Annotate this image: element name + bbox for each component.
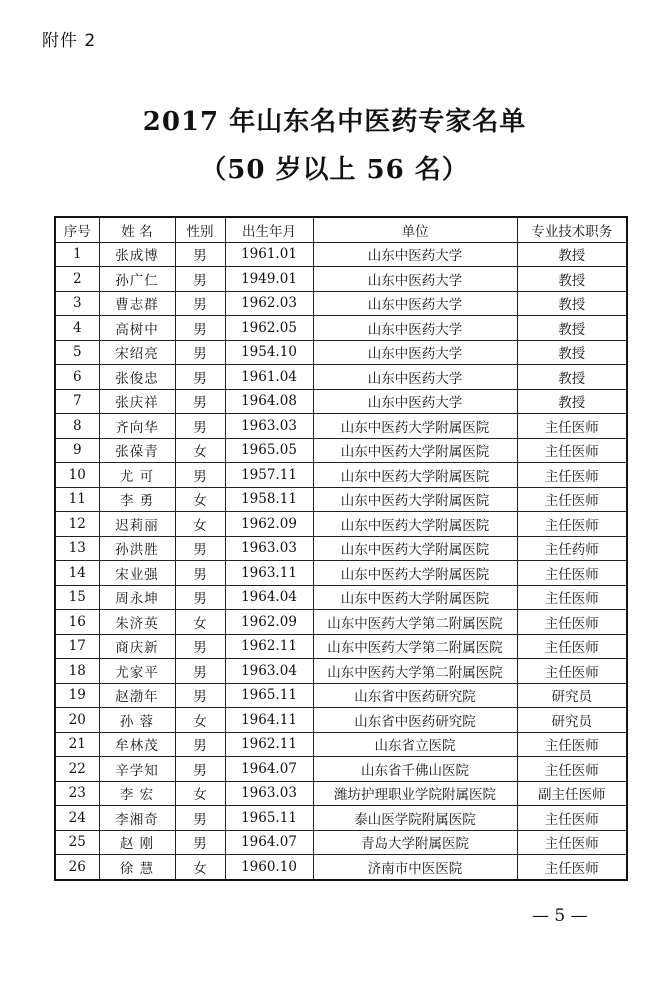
cell-name: 李湘奇 [99,806,175,831]
cell-birth: 1964.07 [225,757,313,782]
cell-title: 主任医师 [517,610,627,635]
cell-name: 李 宏 [99,781,175,806]
cell-birth: 1963.03 [225,781,313,806]
cell-birth: 1963.03 [225,536,313,561]
cell-sex: 男 [175,414,225,439]
cell-sex: 男 [175,242,225,267]
cell-name: 齐向华 [99,414,175,439]
cell-birth: 1961.01 [225,242,313,267]
cell-birth: 1962.03 [225,291,313,316]
cell-unit: 山东中医药大学附属医院 [313,414,517,439]
cell-sex: 女 [175,708,225,733]
cell-sex: 男 [175,634,225,659]
cell-name: 孙广仁 [99,267,175,292]
cell-unit: 山东中医药大学 [313,365,517,390]
table-row [55,781,627,806]
cell-birth: 1962.05 [225,316,313,341]
cell-title: 研究员 [517,683,627,708]
cell-unit: 山东中医药大学附属医院 [313,487,517,512]
cell-birth: 1962.11 [225,732,313,757]
cell-name: 辛学知 [99,757,175,782]
cell-no: 24 [55,806,99,831]
cell-birth: 1964.08 [225,389,313,414]
table-row [55,561,627,586]
cell-name: 张成博 [99,242,175,267]
cell-name: 张庆祥 [99,389,175,414]
table-row [55,365,627,390]
cell-unit: 潍坊护理职业学院附属医院 [313,781,517,806]
cell-unit: 山东中医药大学 [313,291,517,316]
cell-name: 张俊忠 [99,365,175,390]
cell-sex: 男 [175,561,225,586]
table-row [55,316,627,341]
table-row [55,463,627,488]
cell-birth: 1964.04 [225,585,313,610]
cell-birth: 1954.10 [225,340,313,365]
table-row [55,267,627,292]
cell-no: 20 [55,708,99,733]
cell-birth: 1965.11 [225,806,313,831]
cell-sex: 男 [175,365,225,390]
cell-name: 宋业强 [99,561,175,586]
cell-unit: 山东中医药大学第二附属医院 [313,610,517,635]
document-title [0,102,669,190]
cell-title: 主任医师 [517,855,627,880]
cell-birth: 1958.11 [225,487,313,512]
cell-sex: 女 [175,610,225,635]
cell-unit: 山东中医药大学附属医院 [313,585,517,610]
cell-no: 25 [55,830,99,855]
cell-name: 商庆新 [99,634,175,659]
table-row [55,242,627,267]
cell-title: 主任药师 [517,536,627,561]
cell-title: 主任医师 [517,830,627,855]
cell-name: 尤 可 [99,463,175,488]
table-row [55,340,627,365]
cell-birth: 1962.09 [225,610,313,635]
cell-birth: 1963.03 [225,414,313,439]
cell-unit: 山东中医药大学 [313,267,517,292]
cell-name: 高树中 [99,316,175,341]
table-row [55,610,627,635]
cell-sex: 女 [175,855,225,880]
cell-unit: 山东中医药大学第二附属医院 [313,634,517,659]
cell-title: 主任医师 [517,463,627,488]
cell-title: 主任医师 [517,414,627,439]
table-row [55,291,627,316]
cell-birth: 1964.07 [225,830,313,855]
cell-sex: 男 [175,267,225,292]
cell-sex: 女 [175,512,225,537]
cell-birth: 1964.11 [225,708,313,733]
cell-title: 教授 [517,389,627,414]
cell-sex: 男 [175,659,225,684]
cell-title: 主任医师 [517,512,627,537]
cell-sex: 男 [175,683,225,708]
cell-birth: 1961.04 [225,365,313,390]
cell-sex: 男 [175,463,225,488]
cell-no: 14 [55,561,99,586]
cell-no: 4 [55,316,99,341]
cell-title: 主任医师 [517,585,627,610]
cell-name: 周永坤 [99,585,175,610]
cell-no: 1 [55,242,99,267]
cell-unit: 山东中医药大学第二附属医院 [313,659,517,684]
cell-title: 教授 [517,340,627,365]
cell-title: 研究员 [517,708,627,733]
cell-title: 主任医师 [517,732,627,757]
cell-name: 朱济英 [99,610,175,635]
cell-birth: 1962.11 [225,634,313,659]
table-row [55,659,627,684]
table-row [55,757,627,782]
cell-name: 孙 蓉 [99,708,175,733]
cell-title: 主任医师 [517,757,627,782]
header-unit: 单位 [313,217,517,242]
cell-sex: 女 [175,487,225,512]
cell-name: 张葆青 [99,438,175,463]
header-no: 序号 [55,217,99,242]
cell-sex: 男 [175,291,225,316]
header-title: 专业技术职务 [517,217,627,242]
cell-name: 赵渤年 [99,683,175,708]
cell-sex: 男 [175,536,225,561]
cell-title: 主任医师 [517,438,627,463]
table-row [55,732,627,757]
cell-name: 尤家平 [99,659,175,684]
cell-unit: 山东中医药大学附属医院 [313,561,517,586]
cell-sex: 男 [175,732,225,757]
header-sex: 性别 [175,217,225,242]
cell-no: 16 [55,610,99,635]
cell-no: 12 [55,512,99,537]
cell-name: 牟林茂 [99,732,175,757]
table-row [55,830,627,855]
cell-birth: 1963.04 [225,659,313,684]
table-row [55,414,627,439]
cell-sex: 男 [175,757,225,782]
cell-no: 11 [55,487,99,512]
title-line-2: （50 岁以上 56 名） [200,155,469,185]
cell-unit: 山东省千佛山医院 [313,757,517,782]
cell-sex: 女 [175,781,225,806]
header-birth: 出生年月 [225,217,313,242]
cell-sex: 男 [175,340,225,365]
table-row [55,389,627,414]
cell-unit: 山东中医药大学附属医院 [313,438,517,463]
cell-birth: 1949.01 [225,267,313,292]
cell-unit: 山东中医药大学附属医院 [313,512,517,537]
cell-unit: 山东中医药大学附属医院 [313,536,517,561]
table-row [55,487,627,512]
cell-title: 教授 [517,316,627,341]
cell-sex: 男 [175,830,225,855]
cell-title: 教授 [517,242,627,267]
cell-no: 15 [55,585,99,610]
cell-birth: 1962.09 [225,512,313,537]
table-row [55,536,627,561]
table-row [55,512,627,537]
cell-no: 9 [55,438,99,463]
cell-title: 主任医师 [517,561,627,586]
cell-no: 26 [55,855,99,880]
cell-name: 宋绍亮 [99,340,175,365]
cell-unit: 山东中医药大学 [313,389,517,414]
table-header-row [55,217,627,242]
cell-sex: 男 [175,389,225,414]
cell-no: 21 [55,732,99,757]
cell-no: 2 [55,267,99,292]
cell-no: 8 [55,414,99,439]
expert-table [54,216,628,881]
table-row [55,634,627,659]
cell-sex: 女 [175,438,225,463]
cell-title: 教授 [517,267,627,292]
cell-birth: 1965.05 [225,438,313,463]
cell-unit: 山东省中医药研究院 [313,683,517,708]
table-row [55,806,627,831]
attachment-label: 附件 2 [42,31,97,51]
cell-unit: 山东中医药大学 [313,340,517,365]
cell-name: 徐 慧 [99,855,175,880]
cell-sex: 男 [175,585,225,610]
cell-title: 主任医师 [517,659,627,684]
cell-name: 迟莉丽 [99,512,175,537]
cell-unit: 山东中医药大学附属医院 [313,463,517,488]
header-name: 姓 名 [99,217,175,242]
cell-name: 赵 刚 [99,830,175,855]
cell-birth: 1965.11 [225,683,313,708]
cell-no: 10 [55,463,99,488]
cell-no: 3 [55,291,99,316]
cell-unit: 济南市中医医院 [313,855,517,880]
cell-unit: 山东省中医药研究院 [313,708,517,733]
table-row [55,855,627,880]
cell-no: 18 [55,659,99,684]
cell-no: 13 [55,536,99,561]
cell-title: 教授 [517,365,627,390]
cell-name: 李 勇 [99,487,175,512]
table-row [55,585,627,610]
cell-title: 副主任医师 [517,781,627,806]
cell-unit: 泰山医学院附属医院 [313,806,517,831]
cell-no: 19 [55,683,99,708]
cell-title: 主任医师 [517,634,627,659]
cell-no: 17 [55,634,99,659]
cell-no: 23 [55,781,99,806]
cell-sex: 男 [175,806,225,831]
cell-birth: 1957.11 [225,463,313,488]
cell-title: 主任医师 [517,487,627,512]
cell-name: 孙洪胜 [99,536,175,561]
cell-birth: 1960.10 [225,855,313,880]
cell-no: 7 [55,389,99,414]
table-body [55,242,627,880]
cell-title: 教授 [517,291,627,316]
cell-title: 主任医师 [517,806,627,831]
cell-unit: 青岛大学附属医院 [313,830,517,855]
cell-sex: 男 [175,316,225,341]
cell-no: 6 [55,365,99,390]
cell-name: 曹志群 [99,291,175,316]
cell-no: 5 [55,340,99,365]
cell-no: 22 [55,757,99,782]
cell-unit: 山东中医药大学 [313,316,517,341]
table-row [55,438,627,463]
cell-unit: 山东省立医院 [313,732,517,757]
page-number: — 5 — [532,906,588,926]
table-row [55,683,627,708]
table-row [55,708,627,733]
cell-unit: 山东中医药大学 [313,242,517,267]
cell-birth: 1963.11 [225,561,313,586]
title-line-1: 2017 年山东名中医药专家名单 [142,107,527,137]
